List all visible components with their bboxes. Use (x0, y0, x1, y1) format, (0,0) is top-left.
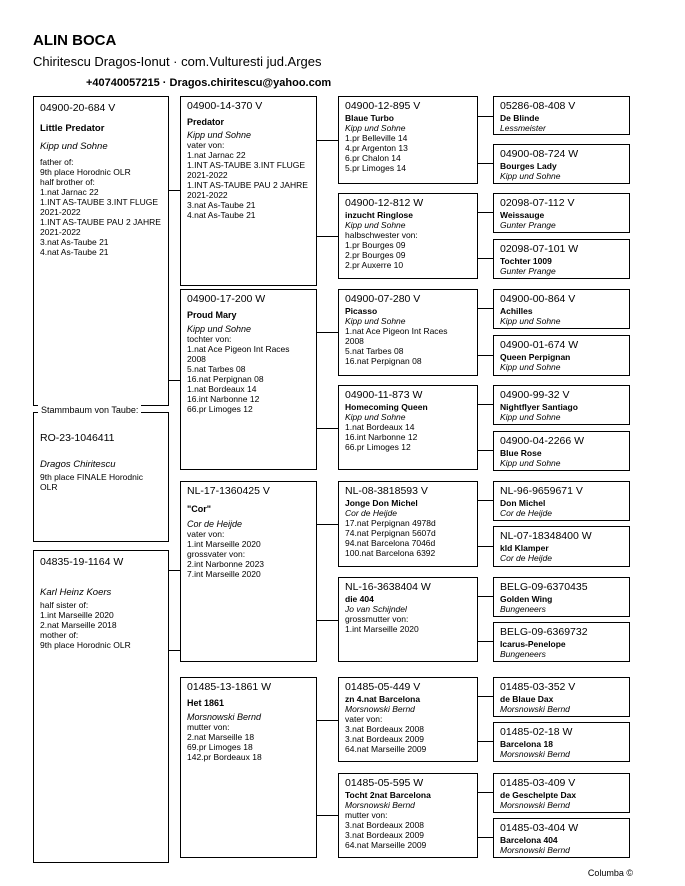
connector-line (478, 500, 493, 501)
connector-line (169, 380, 180, 381)
grandparent-card: 01485-13-1861 W Het 1861 Morsnowski Bernd mutter von: 2.nat Marseille 18 69.pr Limoges 18 142.pr Bordeaux 18 (180, 677, 317, 858)
grandparent-ring: 04900-14-370 V (187, 100, 263, 112)
connector-line (317, 236, 338, 237)
subject-name: Little Predator (40, 123, 105, 134)
dam-breeder: Karl Heinz Koers (40, 587, 112, 598)
subject-notes: father of: 9th place Horodnic OLR half brother of: 1.nat Jarnac 22 1.INT AS-TAUBE 3.INT FLUGE 2021-2022 1.INT AS-TAUBE PAU 2 JAHRE 2021-2022 3.nat As-Taube 21 4.nat As-Taube 21 (40, 157, 161, 257)
gen4-card: 04900-99-32 V Nightflyer Santiago Kipp und Sohne (493, 385, 630, 425)
connector-line (478, 641, 493, 642)
subject-ring: 04900-20-684 V (40, 102, 116, 114)
gen4-card: 01485-03-352 V de Blaue Dax Morsnowski Bernd (493, 677, 630, 717)
gen4-card: 04900-00-864 V Achilles Kipp und Sohne (493, 289, 630, 329)
stammbaum-notes: 9th place FINALE Horodnic OLR (40, 472, 143, 492)
gen4-card: BELG-09-6370435 Golden Wing Bungeneers (493, 577, 630, 617)
grandparent-card: NL-17-1360425 V "Cor" Cor de Heijde vater von: 1.int Marseille 2020 grossvater von: 2.int Narbonne 2023 7.int Marseille 2020 (180, 481, 317, 662)
connector-line (317, 524, 338, 525)
connector-line (478, 212, 493, 213)
gen4-card: NL-96-9659671 V Don Michel Cor de Heijde (493, 481, 630, 521)
connector-line (478, 696, 493, 697)
connector-line (317, 815, 338, 816)
great-grandparent-card: 04900-11-873 W Homecoming Queen Kipp und Sohne 1.nat Bordeaux 14 16.int Narbonne 12 66.pr Limoges 12 (338, 385, 478, 470)
grandparent-name: Predator (187, 117, 225, 127)
gen4-card: 02098-07-101 W Tochter 1009 Gunter Prange (493, 239, 630, 279)
owner-address: Chiritescu Dragos-Ionut · com.Vulturesti jud.Arges (33, 54, 322, 69)
grandparent-breeder: Morsnowski Bernd (187, 712, 262, 722)
connector-line (478, 450, 493, 451)
grandparent-ring: 01485-13-1861 W (187, 681, 272, 693)
connector-line (169, 190, 180, 191)
gen4-card: 04900-04-2266 W Blue Rose Kipp und Sohne (493, 431, 630, 471)
page-title: ALIN BOCA (33, 32, 117, 49)
gen4-card: BELG-09-6369732 Icarus-Penelope Bungeneers (493, 622, 630, 662)
connector-line (317, 428, 338, 429)
great-grandparent-card: 01485-05-595 W Tocht 2nat Barcelona Morsnowski Bernd mutter von: 3.nat Bordeaux 2008 3.nat Bordeaux 2009 64.nat Marseille 2009 (338, 773, 478, 858)
great-grandparent-card: 04900-07-280 V Picasso Kipp und Sohne 1.nat Ace Pigeon Int Races 2008 5.nat Tarbes 08 16.nat Perpignan 08 (338, 289, 478, 376)
dam-notes: half sister of: 1.int Marseille 2020 2.nat Marseille 2018 mother of: 9th place Horodnic OLR (40, 600, 131, 650)
connector-line (317, 620, 338, 621)
grandparent-card: 04900-17-200 W Proud Mary Kipp und Sohne tochter von: 1.nat Ace Pigeon Int Races 2008 5.nat Tarbes 08 16.nat Perpignan 08 1.nat Bordeaux 14 16.int Narbonne 12 66.pr Limoges 12 (180, 289, 317, 470)
grandparent-breeder: Kipp und Sohne (187, 130, 252, 140)
grandparent-ring: NL-17-1360425 V (187, 485, 270, 497)
dam-card (33, 550, 169, 863)
connector-line (169, 650, 180, 651)
gen4-card: 05286-08-408 V De Blinde Lessmeister (493, 96, 630, 135)
dam-ring: 04835-19-1164 W (40, 556, 124, 568)
great-grandparent-card: 04900-12-895 V Blaue Turbo Kipp und Sohne 1.pr Belleville 14 4.pr Argenton 13 6.pr Chalon 14 5.pr Limoges 14 (338, 96, 478, 184)
connector-line (478, 355, 493, 356)
connector-line (478, 163, 493, 164)
gen4-card: 01485-02-18 W Barcelona 18 Morsnowski Bernd (493, 722, 630, 762)
subject-card (33, 96, 169, 406)
stammbaum-label: Stammbaum von Taube: (38, 405, 141, 415)
gen4-card: 04900-08-724 W Bourges Lady Kipp und Sohne (493, 144, 630, 184)
grandparent-name: "Cor" (187, 504, 212, 514)
gen4-card: NL-07-18348400 W kld Klamper Cor de Heijde (493, 526, 630, 567)
subject-breeder: Kipp und Sohne (40, 141, 108, 152)
great-grandparent-card: NL-16-3638404 W die 404 Jo van Schijndel grossmutter von: 1.int Marseille 2020 (338, 577, 478, 662)
connector-line (478, 546, 493, 547)
grandparent-ring: 04900-17-200 W (187, 293, 266, 305)
stammbaum-card (33, 412, 169, 542)
grandparent-card: 04900-14-370 V Predator Kipp und Sohne vater von: 1.nat Jarnac 22 1.INT AS-TAUBE 3.INT FLUGE 2021-2022 1.INT AS-TAUBE PAU 2 JAHRE 2021-2022 3.nat As-Taube 21 4.nat As-Taube 21 (180, 96, 317, 286)
grandparent-breeder: Kipp und Sohne (187, 324, 252, 334)
connector-line (169, 570, 180, 571)
connector-line (478, 258, 493, 259)
grandparent-name: Het 1861 (187, 698, 225, 708)
connector-line (478, 741, 493, 742)
connector-line (478, 792, 493, 793)
connector-line (478, 837, 493, 838)
gen4-card: 02098-07-112 V Weissauge Gunter Prange (493, 193, 630, 233)
gen4-card: 01485-03-404 W Barcelona 404 Morsnowski Bernd (493, 818, 630, 858)
great-grandparent-card: NL-08-3818593 V Jonge Don Michel Cor de Heijde 17.nat Perpignan 4978d 74.nat Perpignan 5607d 94.nat Barcelona 7046d 100.nat Barcelona 6392 (338, 481, 478, 567)
connector-line (317, 140, 338, 141)
gen4-card: 01485-03-409 V de Geschelpte Dax Morsnowski Bernd (493, 773, 630, 813)
great-grandparent-card: 04900-12-812 W inzucht Ringlose Kipp und Sohne halbschwester von: 1.pr Bourges 09 2.pr Bourges 09 2.pr Auxerre 10 (338, 193, 478, 279)
contact-info: +40740057215 · Dragos.chiritescu@yahoo.com (86, 77, 332, 89)
grandparent-breeder: Cor de Heijde (187, 519, 243, 529)
connector-line (478, 404, 493, 405)
stammbaum-ring: RO-23-1046411 (40, 432, 115, 444)
connector-line (478, 596, 493, 597)
connector-line (478, 308, 493, 309)
connector-line (317, 720, 338, 721)
great-grandparent-card: 01485-05-449 V zn 4.nat Barcelona Morsnowski Bernd vater von: 3.nat Bordeaux 2008 3.nat Bordeaux 2009 64.nat Marseille 2009 (338, 677, 478, 762)
gen4-card: 04900-01-674 W Queen Perpignan Kipp und Sohne (493, 335, 630, 376)
footer-copyright: Columba © (587, 868, 633, 878)
grandparent-name: Proud Mary (187, 310, 237, 320)
connector-line (478, 116, 493, 117)
stammbaum-owner: Dragos Chiritescu (40, 459, 116, 470)
connector-line (317, 332, 338, 333)
